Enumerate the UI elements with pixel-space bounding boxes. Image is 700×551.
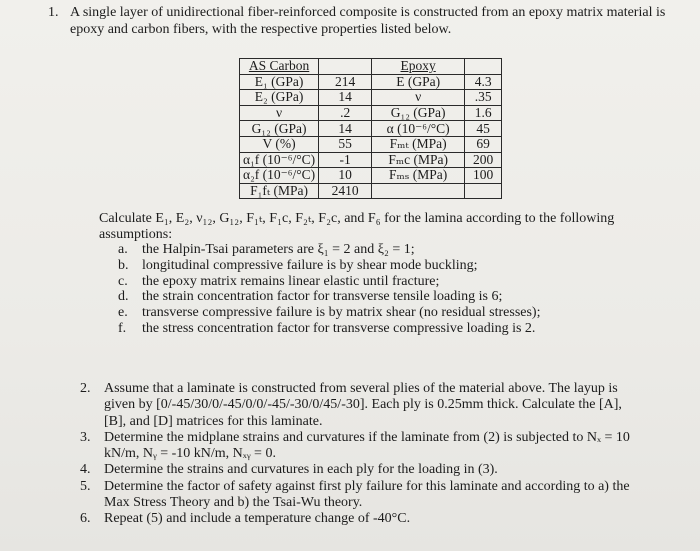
table-cell: ν: [372, 90, 465, 106]
table-row: [240, 59, 502, 75]
question-item: [80, 462, 640, 478]
question-1: [48, 4, 668, 38]
calculate-instructions: Calculate E₁, E₂, ν₁₂, G₁₂, F₁ₜ, F₁c, F₂ₜ, F₂c, and F₆ for the lamina according to the following assumptions:: [99, 211, 615, 242]
table-cell: 14: [319, 121, 372, 137]
table-cell: V (%): [240, 136, 319, 152]
list-item-letter: e.: [118, 305, 128, 321]
question-item: [80, 511, 640, 527]
question-number: 5.: [80, 478, 91, 494]
table-cell: 200: [465, 152, 502, 168]
list-item-letter: a.: [118, 242, 128, 257]
assumptions-list: [118, 242, 541, 337]
list-item-text: transverse compressive failure is by matrix shear (no residual stresses);: [142, 305, 541, 321]
list-item-text: the strain concentration factor for transverse tensile loading is 6;: [142, 289, 503, 305]
table-row: [240, 121, 502, 137]
table-cell: Fₘₛ (MPa): [372, 168, 465, 184]
table-cell: F₁fₜ (MPa): [240, 183, 319, 199]
table-cell: .2: [319, 105, 372, 121]
table-cell: Fₘc (MPa): [372, 152, 465, 168]
table-cell: .35: [465, 90, 502, 106]
table-cell: 45: [465, 121, 502, 137]
table-cell: 55: [319, 136, 372, 152]
table-cell: [465, 183, 502, 199]
table-cell: E (GPa): [372, 74, 465, 90]
list-item-letter: d.: [118, 289, 129, 305]
question-text: Repeat (5) and include a temperature change of -40°C.: [104, 511, 411, 527]
table-row: [240, 90, 502, 106]
table-cell: 14: [319, 90, 372, 106]
list-item: [118, 274, 541, 290]
question-number: 6.: [80, 511, 91, 527]
material-properties-table: [239, 58, 502, 199]
table-cell: [319, 59, 372, 75]
table-cell: E₁ (GPa): [240, 74, 319, 90]
table-row: [240, 136, 502, 152]
table-cell: 100: [465, 168, 502, 184]
table-cell: Fₘₜ (MPa): [372, 136, 465, 152]
question-item: [80, 430, 640, 463]
table-cell: AS Carbon: [240, 59, 319, 75]
table-cell: 69: [465, 136, 502, 152]
list-item-letter: b.: [118, 257, 129, 273]
question-item: [80, 479, 640, 512]
question-text: Determine the factor of safety against first ply failure for this laminate and according to a) the Max Stress Theory and b) the Tsai-Wu theory.: [104, 478, 630, 511]
question-text: Assume that a laminate is constructed from several plies of the material above. The layup is given by [0/-45/30/0/-45/0/0/-45/-30/0/45/-30]. Each ply is 0.25mm thick. Calculate the [A], [B], and [D] matrices for this laminate.: [104, 381, 622, 429]
list-item: [118, 258, 541, 274]
question-text: Determine the strains and curvatures in each ply for the loading in (3).: [104, 462, 498, 478]
list-item-text: the Halpin-Tsai parameters are ξ₁ = 2 and ξ₂ = 1;: [142, 242, 415, 257]
list-item-text: longitudinal compressive failure is by shear mode buckling;: [142, 257, 478, 273]
table-row: [240, 168, 502, 184]
list-item-letter: f.: [118, 320, 127, 336]
table-cell: 2410: [319, 183, 372, 199]
table-cell: Epoxy: [372, 59, 465, 75]
question-1-number: 1.: [48, 5, 59, 20]
table-cell: -1: [319, 152, 372, 168]
question-1-text: A single layer of unidirectional fiber-reinforced composite is constructed from an epoxy matrix material is epoxy and carbon fibers, with the respective properties listed below.: [70, 5, 666, 37]
table-cell: 1.6: [465, 105, 502, 121]
list-item-text: the stress concentration factor for transverse compressive loading is 2.: [142, 320, 536, 336]
table-cell: ν: [240, 105, 319, 121]
question-item: [80, 381, 640, 430]
list-item-letter: c.: [118, 273, 128, 289]
table-row: [240, 152, 502, 168]
question-number: 2.: [80, 381, 91, 396]
question-number: 4.: [80, 462, 91, 478]
table-cell: 214: [319, 74, 372, 90]
question-text: Determine the midplane strains and curvatures if the laminate from (2) is subjected to Nₓ = 10 kN/m, Nᵧ = -10 kN/m, Nₓᵧ = 0.: [104, 429, 630, 462]
table-cell: 4.3: [465, 74, 502, 90]
table-row: [240, 105, 502, 121]
list-item: [118, 289, 541, 305]
table-cell: [465, 59, 502, 75]
list-item: [118, 305, 541, 321]
table-cell: G₁₂ (GPa): [372, 105, 465, 121]
table-row: [240, 183, 502, 199]
table-cell: G₁₂ (GPa): [240, 121, 319, 137]
table-cell: α (10⁻⁶/°C): [372, 121, 465, 137]
table-cell: 10: [319, 168, 372, 184]
table-cell: [372, 183, 465, 199]
question-number: 3.: [80, 429, 91, 445]
table-cell: α₁f (10⁻⁶/°C): [240, 152, 319, 168]
table-cell: E₂ (GPa): [240, 90, 319, 106]
questions-list: [80, 381, 640, 528]
list-item: [118, 242, 541, 258]
table-cell: α₂f (10⁻⁶/°C): [240, 168, 319, 184]
list-item-text: the epoxy matrix remains linear elastic until fracture;: [142, 273, 440, 289]
table-row: [240, 74, 502, 90]
list-item: [118, 321, 541, 337]
